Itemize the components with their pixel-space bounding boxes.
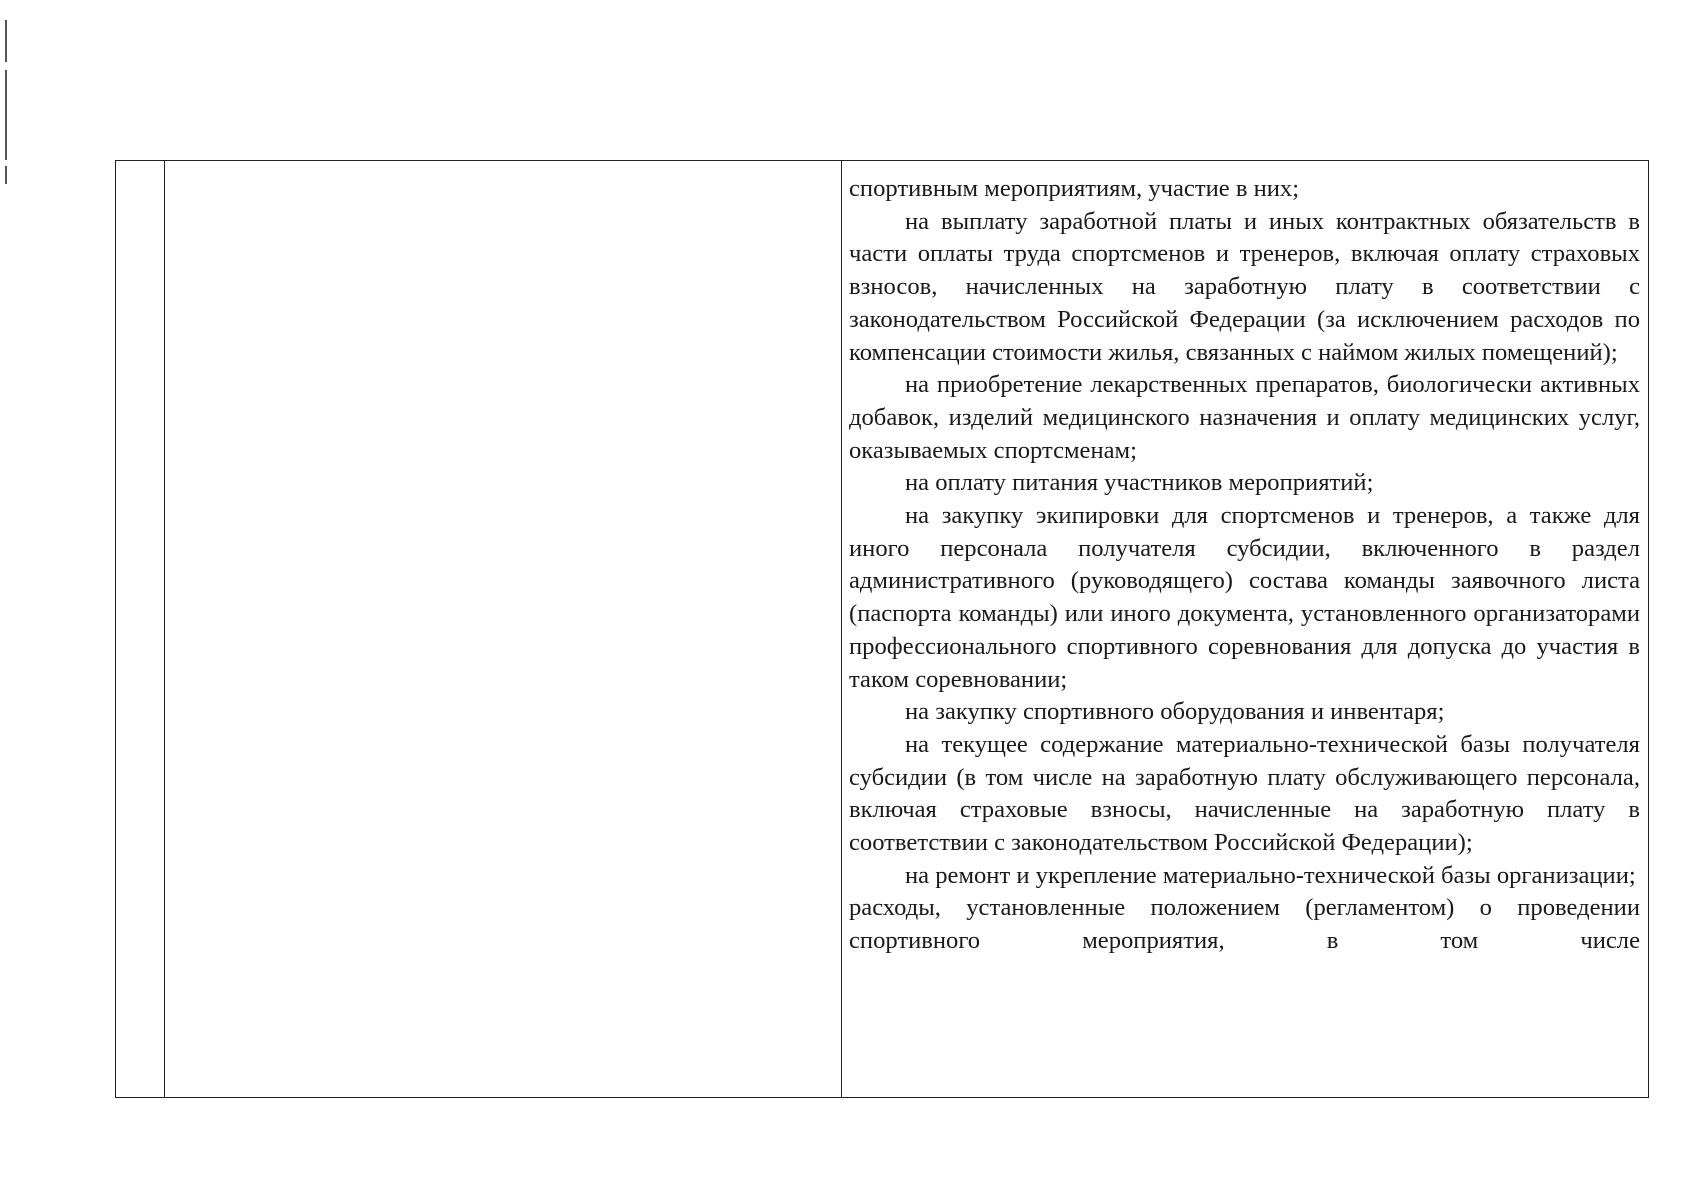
paragraph-sports-equipment: на закупку спортивного оборудования и инвентаря; [905, 698, 1445, 726]
paragraph-salary: на выплату заработной платы и иных контрактных обязательств в части оплаты труда спортсменов и тренеров, включая оплату страховых взносов, начисленных на заработную плату в соответствии с законодательством Российской Федерации (за исключением расходов по компенсации стоимости жилья, связанных с наймом жилых помещений); [849, 207, 1640, 366]
paragraph-sports-events: спортивным мероприятиям, участие в них; [849, 175, 1300, 202]
row-name-cell [164, 161, 841, 1097]
document-table [115, 160, 1649, 1098]
paragraph-maintenance: на текущее содержание материально-технической базы получателя субсидии (в том числе на заработную плату обслуживающего персонала, включая страховые взносы, начисленные на заработную плату в соответствии с законодательством Российской Федерации); [849, 730, 1640, 857]
paragraph-meals: на оплату питания участников мероприятий; [905, 469, 1374, 497]
scan-edge-mark [5, 166, 7, 184]
expense-purposes-cell [849, 173, 1640, 1097]
row-number-cell [116, 161, 164, 1097]
scan-edge-mark [5, 70, 7, 160]
paragraph-regulation-expenses: расходы, установленные положением (регламентом) о проведении спортивного мероприятия, в том числе [849, 894, 1640, 955]
paragraph-medicines: на приобретение лекарственных препаратов, биологически активных добавок, изделий медицинского назначения и оплату медицинских услуг, оказываемых спортсменам; [849, 371, 1640, 464]
scan-edge-mark [5, 20, 7, 62]
paragraph-repair: на ремонт и укрепление материально-технической базы организации; [905, 861, 1636, 889]
column-divider [841, 161, 842, 1097]
paragraph-equipment-clothing: на закупку экипировки для спортсменов и тренеров, а также для иного персонала получателя субсидии, включенного в раздел административного (руководящего) состава команды заявочного листа (паспорта команды) или иного документа, установленного организаторами профессионального спортивного соревнования для допуска до участия в таком соревновании; [849, 502, 1640, 693]
